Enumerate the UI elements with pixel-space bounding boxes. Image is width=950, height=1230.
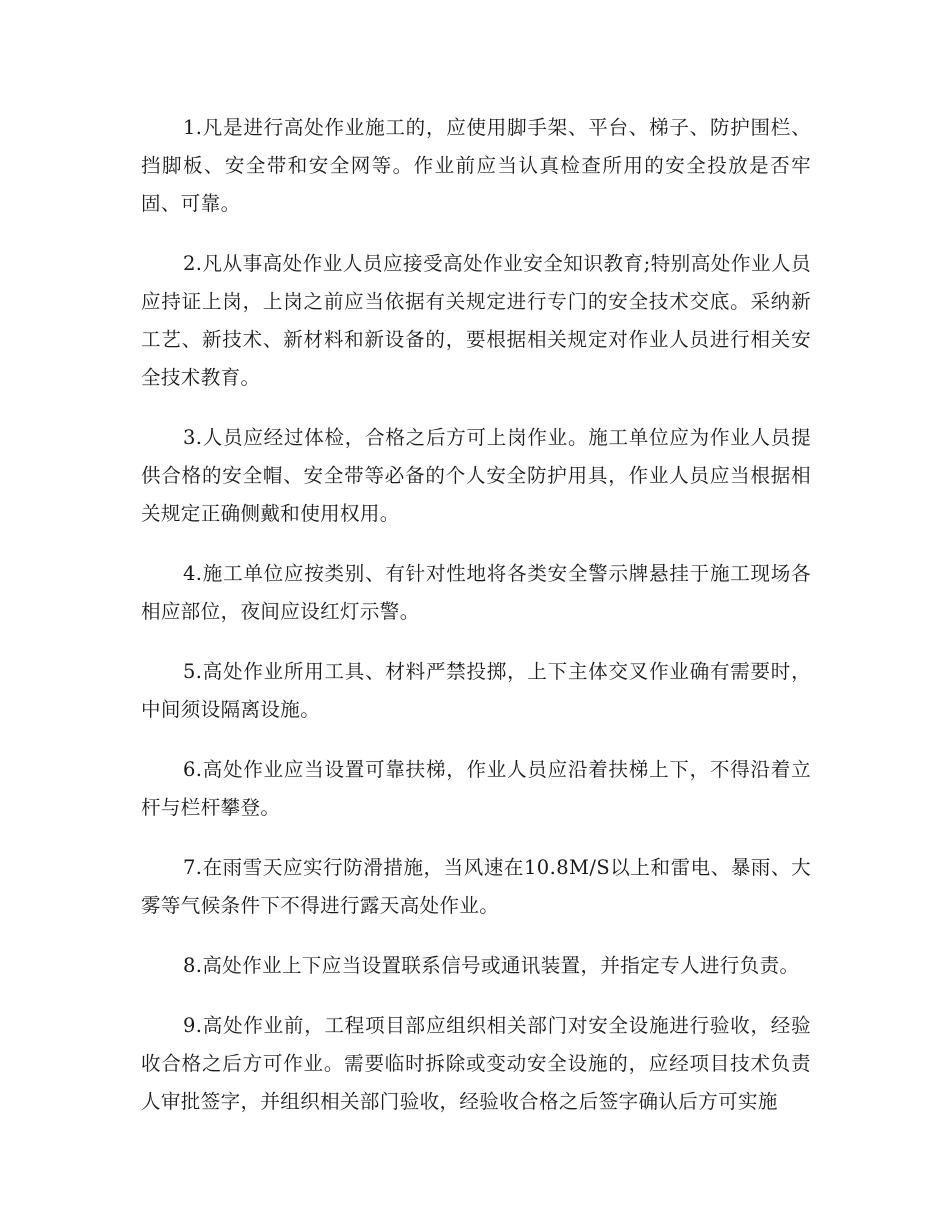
paragraph-4 <box>141 555 811 631</box>
paragraph-1-text: 1.凡是进行高处作业施工的，应使用脚手架、平台、梯子、防护围栏、挡脚板、安全带和安全网等。作业前应当认真检查所用的安全投放是否牢固、可靠。 <box>141 116 811 215</box>
paragraph-5 <box>141 653 811 729</box>
paragraph-3 <box>141 419 811 533</box>
paragraph-6 <box>141 751 811 827</box>
paragraph-8-text: 8.高处作业上下应当设置联系信号或通讯装置，并指定专人进行负责。 <box>183 954 800 977</box>
paragraph-2-text: 2.凡从事高处作业人员应接受高处作业安全知识教育;特别高处作业人员应持证上岗，上岗之前应当依据有关规定进行专门的安全技术交底。采纳新工艺、新技术、新材料和新设备的，要根据相关规定对作业人员进行相关安全技术教育。 <box>141 252 811 389</box>
paragraph-6-text: 6.高处作业应当设置可靠扶梯，作业人员应沿着扶梯上下，不得沿着立杆与栏杆攀登。 <box>141 758 811 819</box>
paragraph-7 <box>141 849 811 925</box>
paragraph-7-text: 7.在雨雪天应实行防滑措施，当风速在10.8M/S以上和雷电、暴雨、大雾等气候条件下不得进行露天高处作业。 <box>141 856 811 917</box>
paragraph-1 <box>141 109 811 223</box>
paragraph-3-text: 3.人员应经过体检，合格之后方可上岗作业。施工单位应为作业人员提供合格的安全帽、安全带等必备的个人安全防护用具，作业人员应当根据相关规定正确侧戴和使用权用。 <box>141 426 811 525</box>
paragraph-2 <box>141 245 811 397</box>
paragraph-5-text: 5.高处作业所用工具、材料严禁投掷，上下主体交叉作业确有需要时，中间须设隔离设施。 <box>141 660 811 721</box>
paragraph-8 <box>141 947 811 985</box>
document-body <box>141 109 811 1143</box>
paragraph-4-text: 4.施工单位应按类别、有针对性地将各类安全警示牌悬挂于施工现场各相应部位，夜间应设红灯示警。 <box>141 562 811 623</box>
paragraph-9-text: 9.高处作业前，工程项目部应组织相关部门对安全设施进行验收，经验收合格之后方可作业。需要临时拆除或变动安全设施的，应经项目技术负责人审批签字，并组织相关部门验收，经验收合格之后签字确认后方可实施 <box>141 1014 811 1113</box>
paragraph-9 <box>141 1007 811 1121</box>
